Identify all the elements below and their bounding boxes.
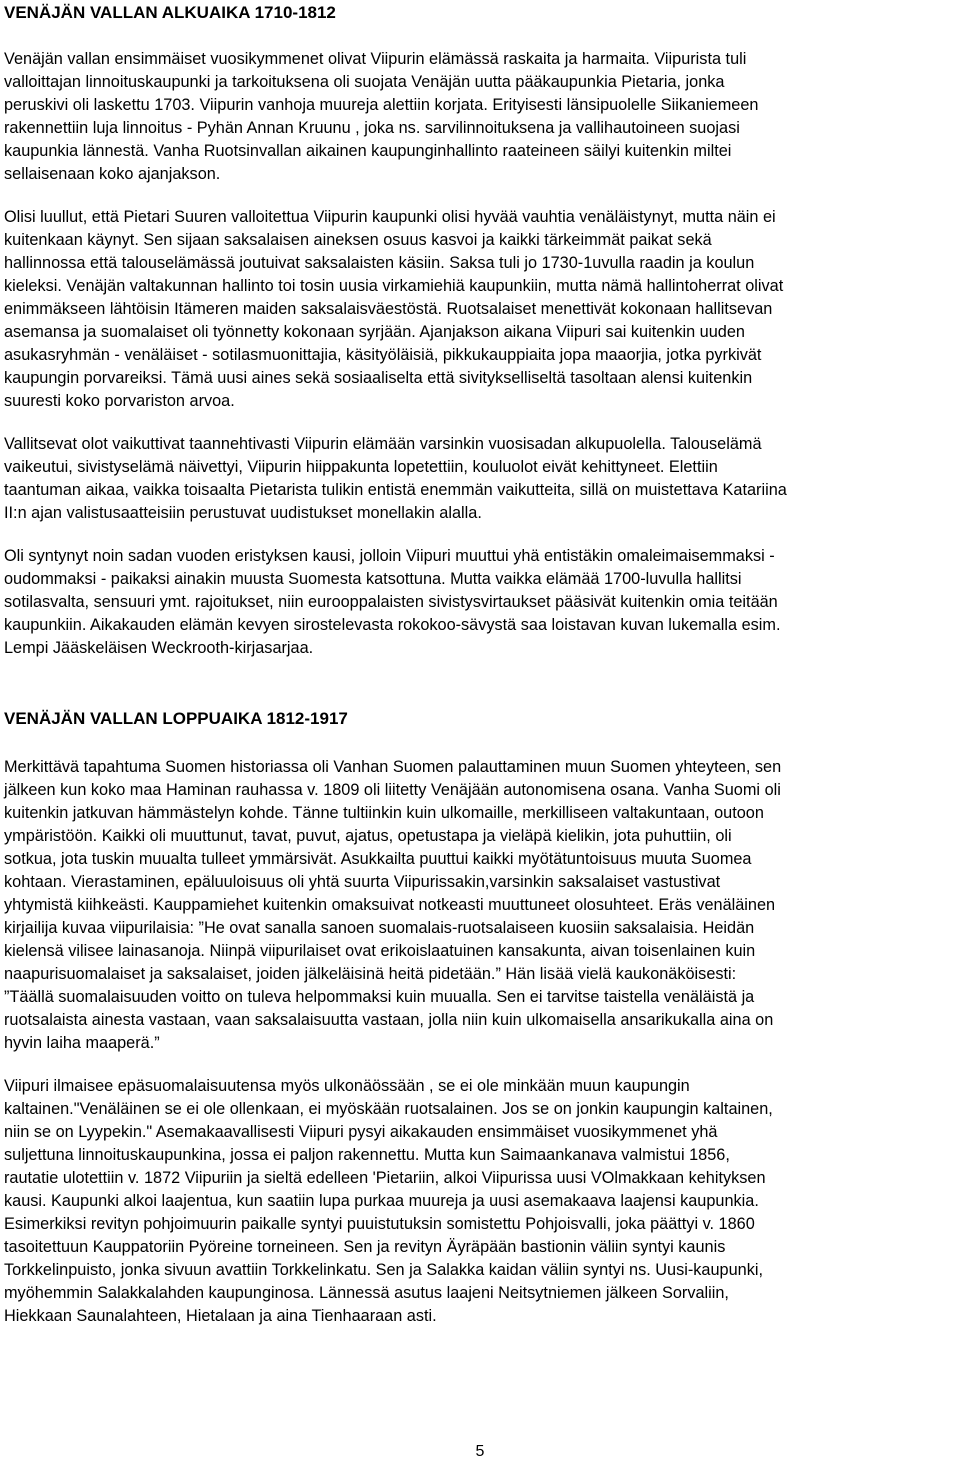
text-line: tasoitettuun Kauppatoriin Pyöreine torneineen. Sen ja revityn Äyräpään bastionin väliin syntyi kaunis — [4, 1238, 726, 1256]
text-line: II:n ajan valistusaatteisiin perustuvat uudistukset monellakin alalla. — [4, 504, 482, 522]
paragraph — [4, 1075, 954, 1328]
text-line: sellaisenaan koko ajanjakson. — [4, 165, 221, 183]
text-line: sotkua, jota tuskin muualta tulleet ymmärsivät. Asukkailta puuttui kaikki myötätuntoisuus muuta Suomea — [4, 850, 752, 868]
text-line: oudommaksi - paikaksi ainakin muusta Suomesta katsottuna. Mutta vaikka elämää 1700-luvulla hallitsi — [4, 570, 742, 588]
text-line: rautatie ulotettiin v. 1872 Viipuriin ja sieltä edelleen 'Pietariin, alkoi Viipurissa uusi VOlmakkaan kehityksen — [4, 1169, 766, 1187]
text-line: vaikeutui, sivistyselämä näivettyi, Viipurin hiippakunta lopetettiin, kouluolot eivät kehittyneet. Elettiin — [4, 458, 718, 476]
text-line: kieleksi. Venäjän valtakunnan hallinto toi tosin uusia virkamiehiä kaupunkiin, mutta nämä hallintoherrat olivat — [4, 277, 784, 295]
section-1 — [4, 1, 954, 24]
paragraph — [4, 206, 954, 413]
text-line: ”Täällä suomalaisuuden voitto on tuleva helpommaksi kuin muualla. Sen ei tarvitse taistella venäläistä ja — [4, 988, 755, 1006]
text-line: naapurisuomalaiset ja saksalaiset, joiden jälkeläisinä heitä pidetään.” Hän lisää vielä kaukonäköisesti: — [4, 965, 737, 983]
text-line: Lempi Jääskeläisen Weckrooth-kirjasarjaa. — [4, 639, 314, 657]
text-line: suuresti koko porvariston arvoa. — [4, 392, 235, 410]
text-line: Venäjän vallan ensimmäiset vuosikymmenet olivat Viipurin elämässä raskaita ja harmaita. Viipurista tuli — [4, 50, 747, 68]
text-line: ruotsalaista ainesta vastaan, vaan saksalaisuutta vastaan, jolla niin kuin ulkomaisella ansarikukalla aina on — [4, 1011, 774, 1029]
paragraph — [4, 48, 954, 186]
text-line: rakennettiin luja linnoitus - Pyhän Annan Kruunu , joka ns. sarvilinnoituksena ja vallihautoineen suojasi — [4, 119, 740, 137]
text-line: kaupungin porvareiksi. Tämä uusi aines sekä sosiaaliselta että sivitykselliseltä tasoltaan alensi kuitenkin — [4, 369, 753, 387]
text-line: Merkittävä tapahtuma Suomen historiassa oli Vanhan Suomen palauttaminen muun Suomen yhteyteen, sen — [4, 758, 782, 776]
text-line: kuitenkin jatkuvan hämmästelyn kohde. Tänne tultiinkin kuin ulkomaille, merkilliseen valtakuntaan, outoon — [4, 804, 764, 822]
paragraph — [4, 545, 954, 660]
text-line: jälkeen kun koko maa Haminan rauhassa v. 1809 oli liitetty Venäjään autonomisena osana. Vanha Suomi oli — [4, 781, 781, 799]
text-line: asemansa ja suomalaiset oli työnnetty kokonaan syrjään. Ajanjakson aikana Viipuri sai kuitenkin uuden — [4, 323, 745, 341]
section-title: VENÄJÄN VALLAN LOPPUAIKA 1812-1917 — [4, 709, 348, 728]
text-line: Torkkelinpuisto, jonka sivuun avattiin Torkkelinkatu. Sen ja Salakka kaidan väliin syntyi ns. Uusi-kaupunki, — [4, 1261, 763, 1279]
text-line: kirjailija kuvaa viipurilaisia: ”He ovat sanalla sanoen suomalais-ruotsalaiseen kuosiin saksalaisia. Heidän — [4, 919, 755, 937]
text-line: peruskivi oli laskettu 1703. Viipurin vanhoja muureja alettiin korjata. Erityisesti länsipuolelle Siikaniemeen — [4, 96, 759, 114]
paragraph — [4, 756, 954, 1055]
text-line: kohtaan. Vierastaminen, epäluuloisuus oli yhtä suurta Viipurissakin,varsinkin saksalaiset vastustivat — [4, 873, 721, 891]
text-line: Vallitsevat olot vaikuttivat taannehtivasti Viipurin elämään varsinkin vuosisadan alkupuolella. Talouselämä — [4, 435, 762, 453]
text-line: niin se on Lyypekin." Asemakaavallisesti Viipuri pysyi aikakauden ensimmäiset vuosikymmenet yhä — [4, 1123, 718, 1141]
text-line: suljettuna linnoituskaupunkina, jossa ei paljon rakennettu. Mutta kun Saimaankanava valmistui 1856, — [4, 1146, 730, 1164]
text-line: asukasryhmän - venäläiset - sotilasmuonittajia, käsityöläisiä, pikkukauppiaita jopa maaorjia, jotka pyrkivät — [4, 346, 762, 364]
text-line: sotilasvalta, sensuuri ymt. rajoitukset, niin eurooppalaisten sivistysvirtaukset pääsivät kuitenkin omia teitään — [4, 593, 778, 611]
text-line: kausi. Kaupunki alkoi laajentua, kun saatiin lupa purkaa muureja ja uusi asemakaava laajensi kaupunkia. — [4, 1192, 759, 1210]
text-line: Oli syntynyt noin sadan vuoden eristyksen kausi, jolloin Viipuri muuttui yhä entistäkin omaleimaisemmaksi - — [4, 547, 775, 565]
page-number: 5 — [475, 1443, 485, 1460]
text-line: ympäristöön. Kaikki oli muuttunut, tavat, puvut, ajatus, opetustapa ja vieläpä kielikin, jota puhuttiin, oli — [4, 827, 732, 845]
text-line: kaltainen."Venäläinen se ei ole ollenkaan, ei myöskään ruotsalainen. Jos se on jonkin kaupungin kaltainen, — [4, 1100, 773, 1118]
section-2 — [4, 707, 954, 730]
text-line: Olisi luullut, että Pietari Suuren valloitettua Viipurin kaupunki olisi hyvää vauhtia venäläistynyt, mutta näin ei — [4, 208, 776, 226]
text-line: hyvin laiha maaperä.” — [4, 1034, 160, 1052]
paragraph — [4, 433, 954, 525]
section-title: VENÄJÄN VALLAN ALKUAIKA 1710-1812 — [4, 3, 336, 22]
text-line: Hiekkaan Saunalahteen, Hietalaan ja aina Tienhaaraan asti. — [4, 1307, 437, 1325]
text-line: Esimerkiksi revityn pohjoimuurin paikalle syntyi puuistutuksin somistettu Pohjoisvalli, joka päättyi v. 1860 — [4, 1215, 755, 1233]
text-line: enimmäkseen lähtöisin Itämeren maiden saksalaisväestöstä. Ruotsalaiset menettivät kokonaan hallitsevan — [4, 300, 773, 318]
text-line: Viipuri ilmaisee epäsuomalaisuutensa myös ulkonäössään , se ei ole minkään muun kaupungin — [4, 1077, 690, 1095]
text-line: kaupunkia lännestä. Vanha Ruotsinvallan aikainen kaupunginhallinto raateineen säilyi kuitenkin miltei — [4, 142, 732, 160]
text-line: yhtymistä kiihkeästi. Kauppamiehet kuitenkin omaksuivat notkeasti muuttuneet olosuhteet. Eräs venäläinen — [4, 896, 776, 914]
text-line: taantuman aikaa, vaikka toisaalta Pietarista tulikin entistä enemmän vaikutteita, sillä on muistettava Katariina — [4, 481, 787, 499]
text-line: valloittajan linnoituskaupunki ja tarkoituksena oli suojata Venäjän uutta pääkaupunkia Pietaria, jonka — [4, 73, 725, 91]
text-line: kuitenkaan käynyt. Sen sijaan saksalaisen aineksen osuus kasvoi ja kaikki tärkeimmät paikat sekä — [4, 231, 712, 249]
text-line: kaupunkiin. Aikakauden elämän kevyen sirostelevasta rokokoo-sävystä saa loistavan kuvan lukemalla esim. — [4, 616, 781, 634]
text-line: myöhemmin Salakkalahden kaupunginosa. Lännessä asutus laajeni Neitsytniemen jälkeen Sorvaliin, — [4, 1284, 729, 1302]
text-line: hallinnossa että talouselämässä joutuivat saksalaisten käsiin. Saksa tuli jo 1730-1uvulla raadin ja koulun — [4, 254, 755, 272]
text-line: kielensä vilisee lainasanoja. Niinpä viipurilaiset ovat erikoislaatuinen kansakunta, aivan toisenlainen kuin — [4, 942, 756, 960]
